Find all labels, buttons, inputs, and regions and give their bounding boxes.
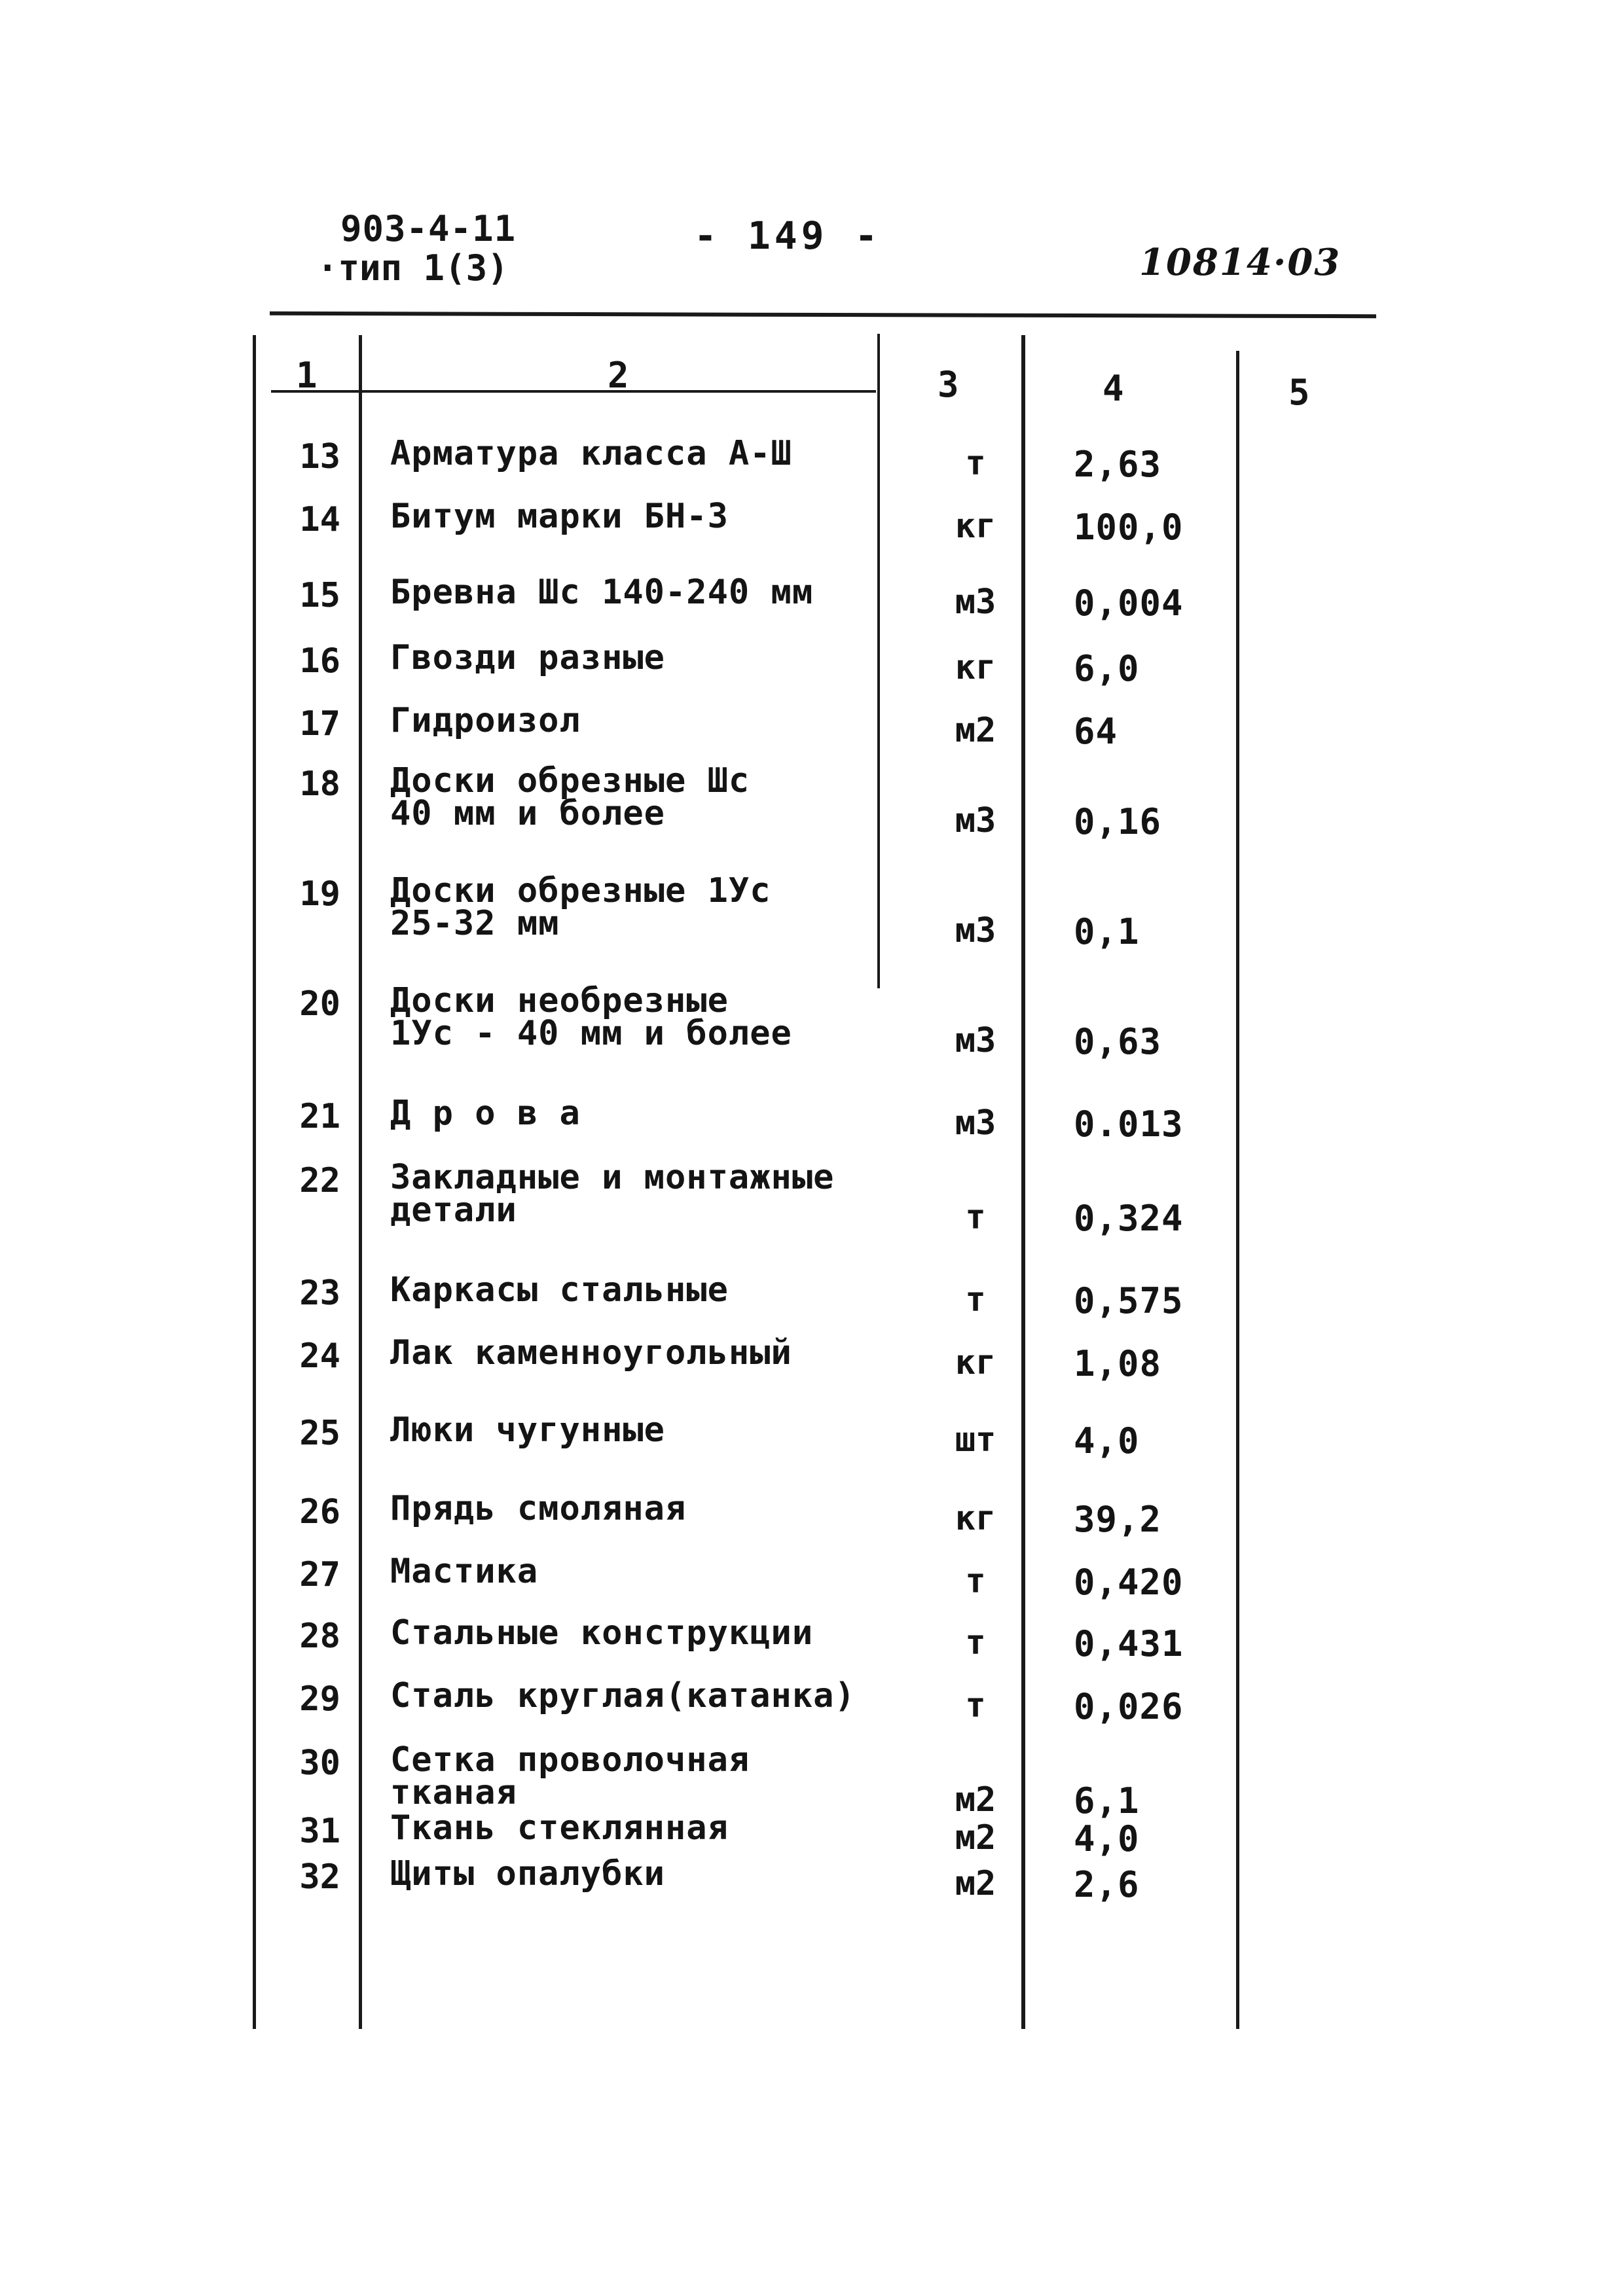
quantity: 0,575	[1074, 1280, 1184, 1321]
unit-of-measure: м2	[955, 1864, 996, 1903]
unit-of-measure: кг	[955, 1499, 996, 1538]
header-underline	[271, 390, 876, 393]
material-name: Сетка проволочная	[390, 1740, 750, 1780]
quantity: 0,431	[1074, 1623, 1184, 1664]
column-header-3: 3	[938, 364, 959, 405]
quantity: 1,08	[1074, 1343, 1162, 1384]
unit-of-measure: шт	[955, 1420, 996, 1460]
material-name: Гвозди разные	[390, 638, 665, 677]
page-number: - 149 -	[694, 213, 882, 258]
unit-of-measure: м2	[955, 711, 996, 750]
material-name: Сталь круглая(катанка)	[390, 1676, 856, 1715]
material-name: Доски обрезные 1Ус	[390, 871, 771, 910]
row-number: 19	[299, 874, 340, 914]
document-code: 903-4-11	[340, 208, 517, 249]
unit-of-measure: т	[965, 444, 986, 483]
unit-of-measure: м3	[955, 1103, 996, 1143]
quantity: 6,1	[1074, 1780, 1140, 1821]
material-name: Ткань стеклянная	[390, 1808, 729, 1848]
row-number: 21	[299, 1097, 340, 1136]
material-name: Закладные и монтажные	[390, 1158, 835, 1197]
row-number: 17	[299, 704, 340, 744]
material-name: Бревна Шс 140-240 мм	[390, 573, 814, 612]
table-row	[0, 1410, 1623, 1462]
quantity: 4,0	[1074, 1818, 1140, 1859]
material-name: Люки чугунные	[390, 1410, 665, 1450]
material-name: 40 мм и более	[390, 794, 665, 833]
material-name: тканая	[390, 1773, 517, 1812]
row-number: 32	[299, 1857, 340, 1897]
unit-of-measure: т	[965, 1280, 986, 1319]
unit-of-measure: м3	[955, 1021, 996, 1060]
material-name: 1Ус - 40 мм и более	[390, 1014, 792, 1053]
material-name: Каркасы стальные	[390, 1270, 729, 1310]
unit-of-measure: т	[965, 1198, 986, 1237]
material-name: Гидроизол	[390, 701, 581, 740]
unit-of-measure: кг	[955, 648, 996, 687]
unit-of-measure: м2	[955, 1818, 996, 1857]
material-name: Битум марки БН-3	[390, 497, 729, 536]
row-number: 26	[299, 1492, 340, 1532]
table-row	[0, 1489, 1623, 1540]
material-name: детали	[390, 1191, 517, 1230]
table-row	[0, 573, 1623, 624]
row-number: 15	[299, 576, 340, 615]
quantity: 0,026	[1074, 1686, 1184, 1727]
quantity: 0,16	[1074, 801, 1162, 842]
table-row	[0, 701, 1623, 752]
table-row	[0, 434, 1623, 485]
material-name: Доски обрезные Шс	[390, 761, 750, 800]
table-row	[0, 1676, 1623, 1727]
table-row	[0, 1158, 1623, 1239]
column-1-divider	[253, 335, 256, 2029]
quantity: 0,324	[1074, 1198, 1184, 1239]
column-header-4: 4	[1103, 368, 1124, 409]
quantity: 0,420	[1074, 1562, 1184, 1603]
quantity: 2,6	[1074, 1864, 1140, 1905]
table-row	[0, 1333, 1623, 1384]
row-number: 30	[299, 1744, 340, 1783]
unit-of-measure: кг	[955, 1343, 996, 1382]
quantity: 4,0	[1074, 1420, 1140, 1462]
top-rule	[270, 312, 1376, 318]
row-number: 13	[299, 437, 340, 476]
quantity: 64	[1074, 711, 1118, 752]
column-header-1: 1	[296, 355, 318, 396]
row-number: 14	[299, 500, 340, 539]
unit-of-measure: кг	[955, 507, 996, 546]
table-row	[0, 1552, 1623, 1603]
table-row	[0, 1094, 1623, 1145]
table-row	[0, 1740, 1623, 1821]
table-row	[0, 1270, 1623, 1321]
table-row	[0, 1613, 1623, 1664]
row-number: 28	[299, 1617, 340, 1656]
table-row	[0, 638, 1623, 689]
material-name: Д р о в а	[390, 1094, 581, 1133]
table-row	[0, 981, 1623, 1062]
row-number: 23	[299, 1274, 340, 1313]
quantity: 2,63	[1074, 444, 1162, 485]
quantity: 0,63	[1074, 1021, 1162, 1062]
unit-of-measure: т	[965, 1562, 986, 1601]
row-number: 16	[299, 641, 340, 681]
unit-of-measure: м2	[955, 1780, 996, 1820]
table-row	[0, 761, 1623, 842]
quantity: 0.013	[1074, 1103, 1184, 1145]
material-name: Мастика	[390, 1552, 539, 1591]
material-name: Прядь смоляная	[390, 1489, 687, 1528]
unit-of-measure: т	[965, 1686, 986, 1725]
table-row	[0, 1808, 1623, 1859]
table-row	[0, 1854, 1623, 1905]
column-header-2: 2	[608, 355, 629, 396]
material-name: Доски необрезные	[390, 981, 729, 1020]
material-name: Стальные конструкции	[390, 1613, 814, 1653]
material-name: 25-32 мм	[390, 904, 560, 943]
column-header-5: 5	[1288, 372, 1310, 413]
quantity: 6,0	[1074, 648, 1140, 689]
unit-of-measure: м3	[955, 911, 996, 950]
row-number: 27	[299, 1555, 340, 1594]
quantity: 100,0	[1074, 507, 1184, 548]
material-name: Арматура класса А-Ш	[390, 434, 792, 473]
row-number: 20	[299, 984, 340, 1024]
column-3-divider	[877, 334, 880, 988]
row-number: 22	[299, 1161, 340, 1200]
quantity: 39,2	[1074, 1499, 1162, 1540]
table-row	[0, 497, 1623, 548]
table-row	[0, 871, 1623, 952]
quantity: 0,004	[1074, 583, 1184, 624]
unit-of-measure: м3	[955, 801, 996, 840]
unit-of-measure: т	[965, 1623, 986, 1662]
material-name: Щиты опалубки	[390, 1854, 665, 1893]
column-5-divider	[1236, 351, 1239, 2029]
row-number: 29	[299, 1679, 340, 1719]
row-number: 18	[299, 764, 340, 804]
unit-of-measure: м3	[955, 583, 996, 622]
inventory-number: 10814·03	[1139, 241, 1341, 284]
row-number: 25	[299, 1414, 340, 1453]
column-2-divider	[359, 335, 362, 2029]
row-number: 24	[299, 1336, 340, 1376]
document-type: ·тип 1(3)	[317, 247, 509, 289]
material-name: Лак каменноугольный	[390, 1333, 792, 1372]
row-number: 31	[299, 1812, 340, 1851]
quantity: 0,1	[1074, 911, 1140, 952]
